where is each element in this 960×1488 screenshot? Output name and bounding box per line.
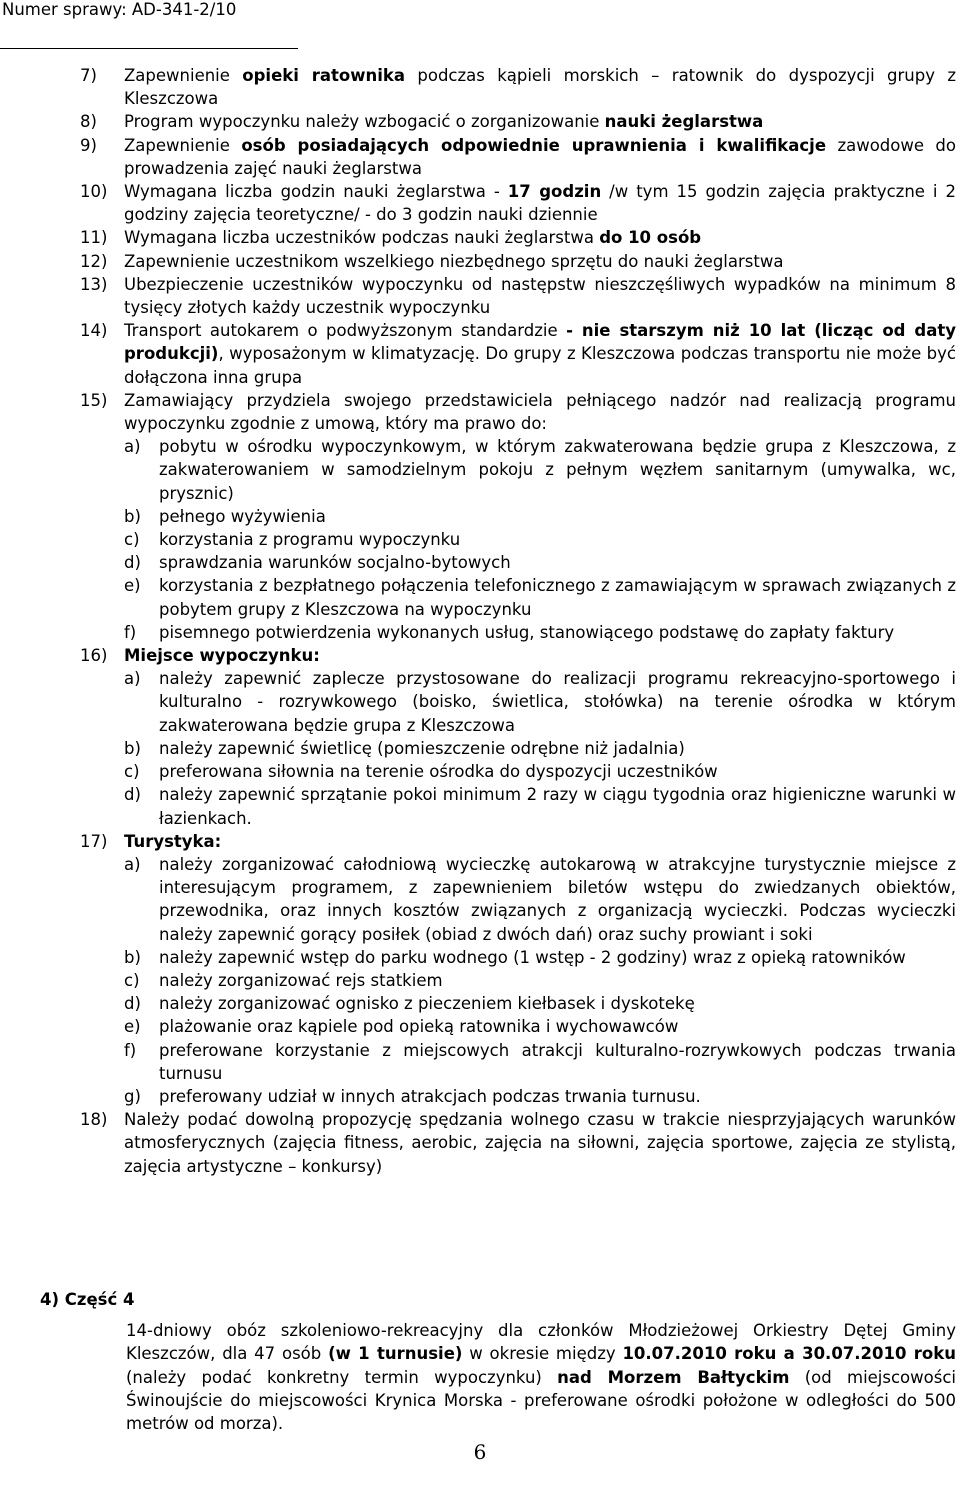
sub-item (124, 505, 956, 528)
sub-item-text: należy zorganizować całodniową wycieczkę autokarową w atrakcyjne turystycznie miejsce z interesującym programem, z zapewnieniem biletów wstępu do zwiedzanych obiektów, przewodnika, oraz innych kosztów związanych z organizacją wycieczki. Podczas wycieczki należy zapewnić gorący posiłek (obiad z dwóch dań) oraz suchy prowiant i soki (159, 854, 956, 944)
text-run: Zapewnienie (124, 66, 243, 85)
sub-item (124, 992, 956, 1015)
sub-item (124, 667, 956, 737)
list-item-text (124, 180, 956, 226)
list-item-number: 11) (80, 228, 108, 248)
list-item-text (124, 64, 956, 110)
sub-item-letter: a) (124, 437, 141, 457)
list-item-text (124, 830, 956, 853)
sub-item-text: korzystania z programu wypoczynku (159, 530, 461, 550)
list-item-number: 13) (80, 274, 108, 294)
text-run: w okresie między (462, 1344, 623, 1364)
sub-item (124, 1015, 956, 1038)
list-item-number: 12) (80, 251, 108, 271)
list-item-number: 17) (80, 831, 108, 851)
sub-item-letter: d) (124, 994, 141, 1014)
sub-item-text: pobytu w ośrodku wypoczynkowym, w którym zakwaterowana będzie grupa z Kleszczowa, z zakwaterowaniem w samodzielnym pokoju z pełnym węzłem sanitarnym (umywalka, wc, prysznic) (159, 437, 956, 503)
sub-item (124, 853, 956, 946)
sub-item-text: preferowana siłownia na terenie ośrodka do dyspozycji uczestników (159, 762, 718, 782)
text-run: Ubezpieczenie uczestników wypoczynku od następstw nieszczęśliwych wypadków na minimum 8 tysięcy złotych każdy uczestnik wypoczynku (124, 274, 956, 318)
list-item (80, 830, 956, 853)
bold-text-run: nad Morzem Bałtyckim (557, 1367, 790, 1387)
list-item-text (124, 389, 956, 435)
sub-item-text: preferowane korzystanie z miejscowych atrakcji kulturalno-rozrywkowych podczas trwania turnusu (159, 1040, 956, 1083)
bold-text-run: Turystyka: (124, 831, 222, 851)
sub-item-letter: c) (124, 530, 140, 550)
list-item-number: 7) (80, 66, 97, 85)
bold-text-run: opieki ratownika (242, 66, 406, 85)
list-item-text (124, 1108, 956, 1178)
sub-item (124, 737, 956, 760)
text-run: Należy podać dowolną propozycję spędzania wolnego czasu w trakcie niesprzyjających warunków atmosferycznych (zajęcia fitness, aerobic, zajęcia na siłowni, zajęcia sportowe, zajęcia ze stylistą, zajęcia artystyczne – konkursy) (124, 1110, 956, 1176)
sub-item-letter: e) (124, 1017, 141, 1037)
bold-text-run: (w 1 turnusie) (328, 1344, 463, 1364)
text-run: (od miejscowości Świnoujście do miejscowości Krynica Morska - preferowane ośrodki położone w odległości do 500 metrów od morza). (126, 1367, 956, 1434)
sub-item-text: należy zapewnić sprzątanie pokoi minimum 2 razy w ciągu tygodnia oraz higieniczne warunki w łazienkach. (159, 785, 956, 828)
text-run: (należy podać konkretny termin wypoczynku) (126, 1367, 558, 1387)
text-run: , wyposażonym w klimatyzację. Do grupy z Kleszczowa podczas transportu nie może być dołączona inna grupa (124, 344, 956, 387)
sub-item-text: sprawdzania warunków socjalno-bytowych (159, 553, 511, 573)
part-4-paragraph (126, 1319, 956, 1435)
list-item (80, 644, 956, 667)
list-item (80, 319, 956, 389)
sub-item (124, 946, 956, 969)
bold-text-run: 10.07.2010 roku a 30.07.2010 roku (622, 1344, 956, 1364)
sub-item (124, 621, 956, 644)
list-item-text (124, 110, 956, 133)
sub-item-text: należy zapewnić wstęp do parku wodnego (1 wstęp - 2 godziny) wraz z opieką ratowników (159, 947, 906, 967)
list-item-text (124, 226, 956, 249)
sub-item-text: należy zorganizować ognisko z pieczeniem kiełbasek i dyskotekę (159, 994, 695, 1014)
sub-item (124, 574, 956, 620)
list-item (80, 273, 956, 319)
text-run: podczas kąpieli morskich – ratownik do dyspozycji grupy z Kleszczowa (124, 66, 956, 109)
part-4-section (40, 1288, 956, 1435)
sub-item-letter: f) (124, 1040, 137, 1060)
list-item-text (124, 250, 956, 273)
text-run: Wymagana liczba uczestników podczas nauki żeglarstwa (124, 228, 600, 248)
sub-item-text: należy zapewnić świetlicę (pomieszczenie odrębne niż jadalnia) (159, 738, 685, 758)
sub-item (124, 969, 956, 992)
sub-item-letter: b) (124, 506, 141, 526)
list-item (80, 1108, 956, 1178)
text-run: Zamawiający przydziela swojego przedstawiciela pełniącego nadzór nad realizacją programu wypoczynku zgodnie z umową, który ma prawo do: (124, 390, 956, 434)
sub-item-text: pisemnego potwierdzenia wykonanych usług, stanowiącego podstawę do zapłaty faktury (159, 622, 895, 642)
bold-text-run: 17 godzin (507, 182, 602, 202)
bold-text-run: - nie starszym niż 10 lat (licząc od daty produkcji) (124, 321, 957, 364)
list-item-number: 14) (80, 321, 108, 341)
sub-item-letter: a) (124, 669, 141, 689)
text-run: zawodowe do prowadzenia zajęć nauki żeglarstwa (124, 135, 956, 178)
sub-item-letter: b) (124, 738, 141, 758)
list-item-text (124, 134, 956, 180)
list-item-number: 18) (80, 1110, 108, 1130)
sub-item-text: plażowanie oraz kąpiele pod opieką ratownika i wychowawców (159, 1017, 679, 1037)
sub-item-letter: d) (124, 785, 141, 805)
sub-item-letter: f) (124, 622, 137, 642)
list-item-number: 10) (80, 182, 108, 202)
sub-item-text: należy zapewnić zaplecze przystosowane do realizacji programu rekreacyjno-sportowego i kulturalno - rozrywkowego (boisko, świetlica, stołówka) na terenie ośrodka w którym zakwaterowana będzie grupa z Kleszczowa (159, 669, 956, 735)
text-run: Transport autokarem o podwyższonym standardzie (124, 321, 567, 341)
sub-item-letter: c) (124, 762, 140, 782)
text-run: Wymagana liczba godzin nauki żeglarstwa - (124, 182, 508, 202)
page-number: 6 (473, 1440, 487, 1464)
sub-item (124, 435, 956, 505)
case-number: Numer sprawy: AD-341-2/10 (2, 0, 237, 19)
list-item-text (124, 644, 956, 667)
sub-item-letter: e) (124, 576, 141, 596)
list-item (80, 389, 956, 435)
list-item-number: 9) (80, 135, 97, 155)
sub-item (124, 551, 956, 574)
list-item (80, 110, 956, 133)
list-item-number: 8) (80, 112, 97, 132)
list-item (80, 64, 956, 110)
list-item-text (124, 319, 956, 389)
list-item-number: 15) (80, 390, 108, 410)
list-item (80, 226, 956, 249)
sub-item-text: korzystania z bezpłatnego połączenia telefonicznego z zamawiającym w sprawach związanych z pobytem grupy z Kleszczowa na wypoczynku (159, 576, 956, 619)
bold-text-run: do 10 osób (599, 228, 702, 248)
sub-item-letter: g) (124, 1086, 141, 1106)
sub-item-text: pełnego wyżywienia (159, 506, 326, 526)
bold-text-run: Miejsce wypoczynku: (124, 646, 320, 666)
part-4-title: 4) Część 4 (40, 1290, 135, 1309)
sub-item-letter: c) (124, 970, 140, 990)
list-item-number: 16) (80, 646, 108, 666)
sub-item (124, 783, 956, 829)
sub-item (124, 1039, 956, 1085)
list-item (80, 250, 956, 273)
header-divider (0, 48, 298, 49)
sub-item-letter: d) (124, 553, 141, 573)
text-run: Program wypoczynku należy wzbogacić o zorganizowanie (124, 112, 605, 132)
sub-item-text: preferowany udział w innych atrakcjach podczas trwania turnusu. (159, 1086, 701, 1106)
text-run: 14-dniowy obóz szkoleniowo-rekreacyjny dla członków Młodzieżowej Orkiestry Dętej Gminy Kleszczów, dla 47 osób (126, 1321, 956, 1364)
text-run: /w tym 15 godzin zajęcia praktyczne i 2 godziny zajęcia teoretyczne/ - do 3 godzin nauki dziennie (124, 182, 956, 225)
bold-text-run: nauki żeglarstwa (604, 112, 764, 132)
bold-text-run: osób posiadających odpowiednie uprawnienia i kwalifikacje (241, 135, 827, 155)
text-run: Zapewnienie uczestnikom wszelkiego niezbędnego sprzętu do nauki żeglarstwa (124, 251, 784, 271)
sub-item (124, 1085, 956, 1108)
list-item-text (124, 273, 956, 319)
sub-item-letter: a) (124, 854, 141, 874)
sub-item-text: należy zorganizować rejs statkiem (159, 970, 443, 990)
sub-item-letter: b) (124, 947, 141, 967)
list-item (80, 180, 956, 226)
sub-item (124, 760, 956, 783)
requirements-list (80, 64, 956, 1178)
sub-item (124, 528, 956, 551)
list-item (80, 134, 956, 180)
text-run: Zapewnienie (124, 135, 242, 155)
